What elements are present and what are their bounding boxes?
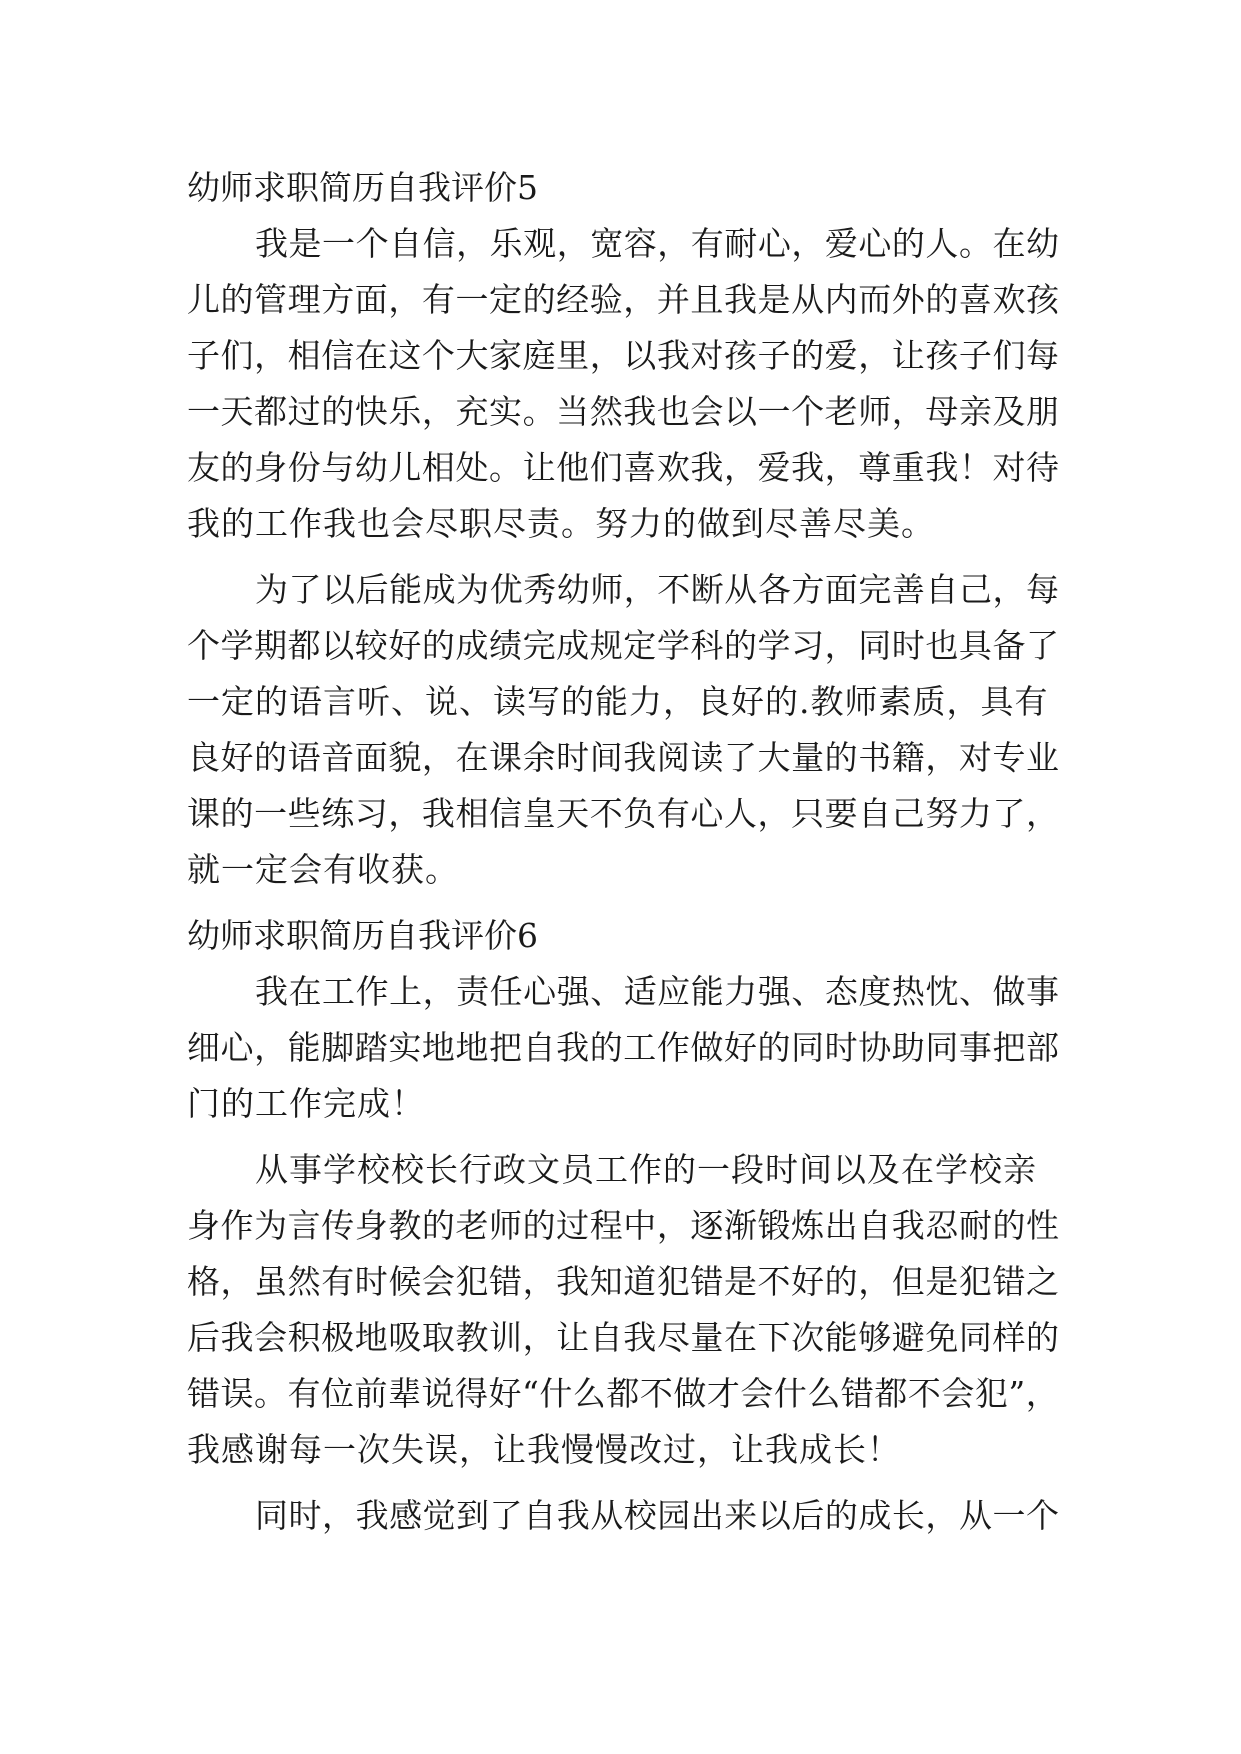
- paragraph-line-text: 错误。有位前辈说得好“什么都不做才会什么错都不会犯”，: [187, 1374, 1060, 1413]
- paragraph-line-text: 一天都过的快乐，充实。当然我也会以一个老师，母亲及朋: [187, 392, 1060, 431]
- paragraph-line-text: 子们，相信在这个大家庭里，以我对孩子的爱，让孩子们每: [187, 336, 1060, 375]
- paragraph-line: [0, 962, 1241, 1022]
- paragraph-line-text: 我是一个自信，乐观，宽容，有耐心，爱心的人。在幼: [255, 224, 1060, 263]
- paragraph-line: [0, 1420, 1241, 1480]
- paragraph-line-text: 后我会积极地吸取教训，让自我尽量在下次能够避免同样的: [187, 1318, 1060, 1357]
- paragraph-line-text: 一定的语言听、说、读写的能力，良好的.教师素质，具有: [187, 682, 1049, 721]
- paragraph-line-text: 儿的管理方面，有一定的经验，并且我是从内而外的喜欢孩: [187, 280, 1060, 319]
- section-heading: [0, 158, 1241, 218]
- paragraph-line-text: 从事学校校长行政文员工作的一段时间以及在学校亲: [255, 1150, 1037, 1189]
- paragraph-line-text: 个学期都以较好的成绩完成规定学科的学习，同时也具备了: [187, 626, 1060, 665]
- paragraph-line-text: 格，虽然有时候会犯错，我知道犯错是不好的，但是犯错之: [187, 1262, 1060, 1301]
- paragraph-line-text: 为了以后能成为优秀幼师，不断从各方面完善自己，每: [255, 570, 1060, 609]
- paragraph-line: [0, 1074, 1241, 1134]
- paragraph-line: [0, 214, 1241, 274]
- section-heading-text: 幼师求职简历自我评价5: [187, 168, 538, 207]
- section-heading: [0, 906, 1241, 966]
- paragraph-line-text: 良好的语音面貌，在课余时间我阅读了大量的书籍，对专业: [187, 738, 1060, 777]
- paragraph-line: [0, 560, 1241, 620]
- paragraph-line-text: 就一定会有收获。: [187, 850, 459, 889]
- paragraph-line: [0, 672, 1241, 732]
- paragraph-line: [0, 1140, 1241, 1200]
- paragraph-line-text: 我的工作我也会尽职尽责。努力的做到尽善尽美。: [187, 504, 935, 543]
- paragraph-line-text: 我感谢每一次失误，让我慢慢改过，让我成长！: [187, 1430, 901, 1469]
- paragraph-line: [0, 438, 1241, 498]
- paragraph-line: [0, 326, 1241, 386]
- paragraph-line: [0, 1196, 1241, 1256]
- paragraph-line-text: 我在工作上，责任心强、适应能力强、态度热忱、做事: [255, 972, 1060, 1011]
- paragraph-line: [0, 494, 1241, 554]
- paragraph-line: [0, 840, 1241, 900]
- section-heading-text: 幼师求职简历自我评价6: [187, 916, 538, 955]
- paragraph-line-text: 门的工作完成！: [187, 1084, 425, 1123]
- paragraph-line: [0, 270, 1241, 330]
- paragraph-line: [0, 1308, 1241, 1368]
- paragraph-line-text: 友的身份与幼儿相处。让他们喜欢我，爱我，尊重我！对待: [187, 448, 1060, 487]
- paragraph-line-text: 细心，能脚踏实地地把自我的工作做好的同时协助同事把部: [187, 1028, 1060, 1067]
- paragraph-line-text: 同时，我感觉到了自我从校园出来以后的成长，从一个: [255, 1496, 1060, 1535]
- paragraph-line: [0, 1486, 1241, 1546]
- paragraph-line: [0, 1252, 1241, 1312]
- paragraph-line: [0, 616, 1241, 676]
- paragraph-line: [0, 784, 1241, 844]
- paragraph-line-text: 身作为言传身教的老师的过程中，逐渐锻炼出自我忍耐的性: [187, 1206, 1060, 1245]
- paragraph-line-text: 课的一些练习，我相信皇天不负有心人，只要自己努力了，: [187, 794, 1060, 833]
- paragraph-line: [0, 1364, 1241, 1424]
- paragraph-line: [0, 728, 1241, 788]
- paragraph-line: [0, 1018, 1241, 1078]
- paragraph-line: [0, 382, 1241, 442]
